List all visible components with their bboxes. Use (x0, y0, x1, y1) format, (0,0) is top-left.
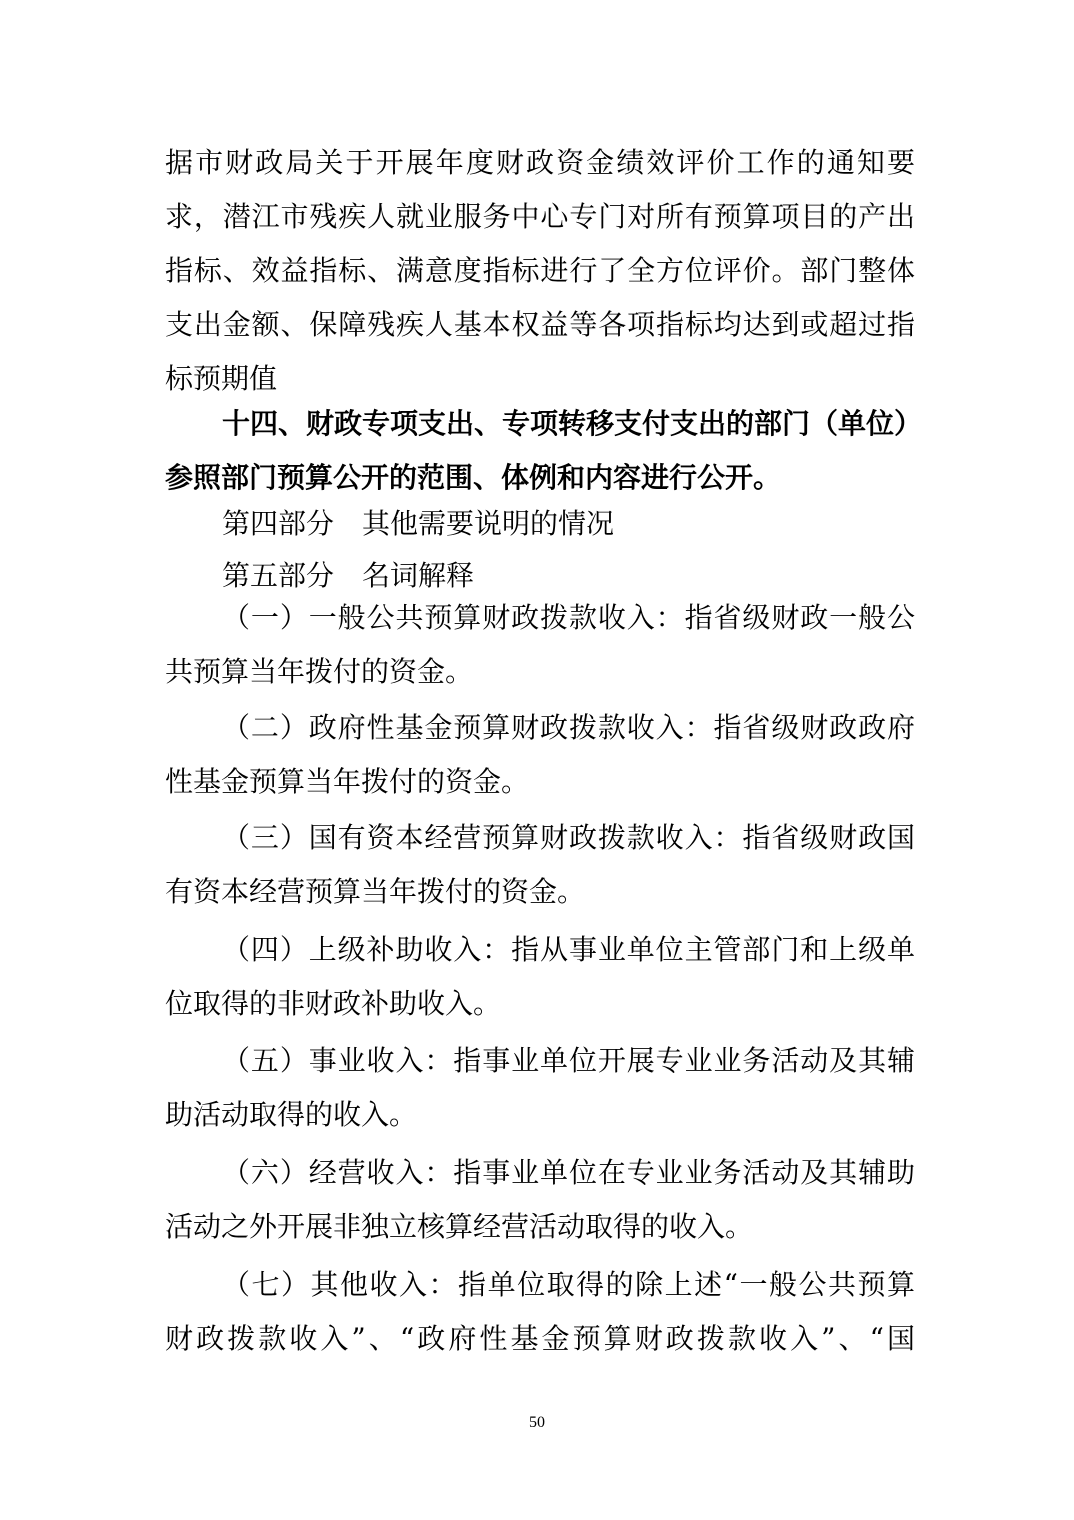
paragraph-line: 有资本经营预算当年拨付的资金。 (165, 875, 586, 908)
evaluation-paragraph (165, 136, 915, 406)
paragraph-line: （一）一般公共预算财政拨款收入：指省级财政一般公 (222, 601, 915, 634)
paragraph-line: 性基金预算当年拨付的资金。 (165, 765, 530, 798)
definition-item (165, 1034, 915, 1142)
item-14-paragraph (165, 397, 923, 505)
definition-item (165, 923, 915, 1031)
paragraph-line: 标预期值 (165, 362, 278, 395)
paragraph-line: 求，潜江市残疾人就业服务中心专门对所有预算项目的产出 (165, 200, 915, 233)
paragraph-line: 参照部门预算公开的范围、体例和内容进行公开。 (165, 461, 782, 494)
part-5-heading: 第五部分 名词解释 (222, 559, 475, 592)
paragraph-line: 财政拨款收入”、“政府性基金预算财政拨款收入”、“国 (165, 1322, 915, 1355)
paragraph-line: （六）经营收入：指事业单位在专业业务活动及其辅助 (222, 1156, 915, 1189)
paragraph-line: （三）国有资本经营预算财政拨款收入：指省级财政国 (222, 821, 915, 854)
paragraph-line: 据市财政局关于开展年度财政资金绩效评价工作的通知要 (165, 146, 915, 179)
definition-item (165, 1258, 915, 1366)
definition-item (165, 1146, 915, 1254)
definition-item (165, 701, 915, 809)
paragraph-line: （七）其他收入：指单位取得的除上述“一般公共预算 (222, 1268, 915, 1301)
paragraph-line: 活动之外开展非独立核算经营活动取得的收入。 (165, 1210, 754, 1243)
paragraph-line: （四）上级补助收入：指从事业单位主管部门和上级单 (222, 933, 915, 966)
paragraph-line: （五）事业收入：指事业单位开展专业业务活动及其辅 (222, 1044, 915, 1077)
paragraph-line: 共预算当年拨付的资金。 (165, 655, 474, 688)
definition-item (165, 811, 915, 919)
paragraph-line: 十四、财政专项支出、专项转移支付支出的部门（单位） (222, 407, 923, 440)
paragraph-line: 指标、效益指标、满意度指标进行了全方位评价。部门整体 (165, 254, 915, 287)
part-4-heading: 第四部分 其他需要说明的情况 (222, 507, 615, 540)
page-number: 50 (529, 1414, 545, 1431)
definition-item (165, 591, 915, 699)
part-headings (165, 497, 915, 601)
paragraph-line: （二）政府性基金预算财政拨款收入：指省级财政政府 (222, 711, 915, 744)
paragraph-line: 助活动取得的收入。 (165, 1098, 418, 1131)
paragraph-line: 位取得的非财政补助收入。 (165, 987, 502, 1020)
paragraph-line: 支出金额、保障残疾人基本权益等各项指标均达到或超过指 (165, 308, 915, 341)
